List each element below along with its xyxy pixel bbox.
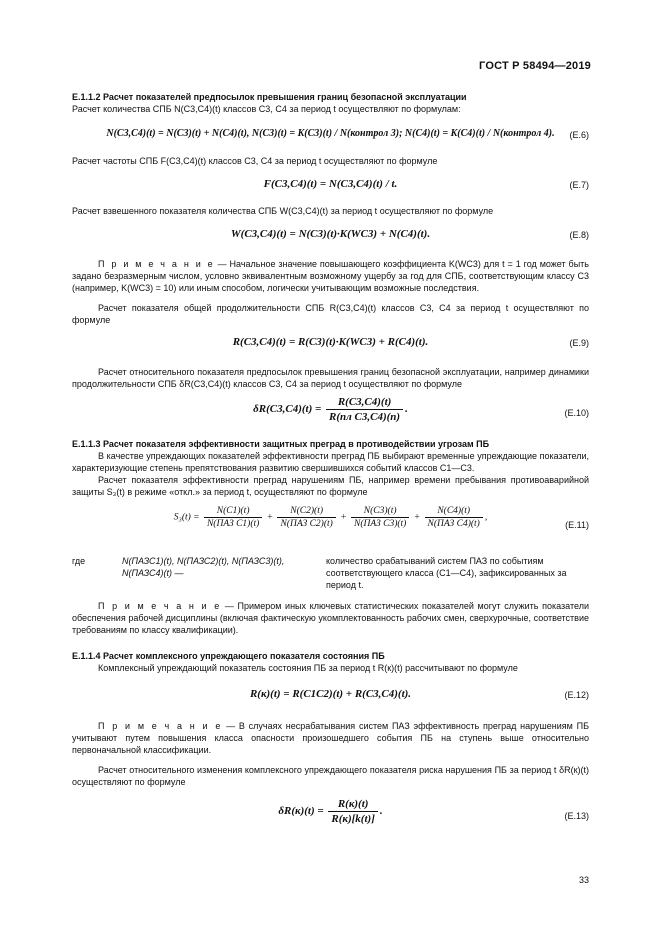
equation-e11	[72, 506, 589, 542]
section-heading-e114: Е.1.1.4 Расчет комплексного упреждающего показателя состояния ПБ	[72, 651, 385, 661]
paragraph: Расчет частоты СПБ F(C3,C4)(t) классов С3, С4 за период t осуществляют по формуле	[72, 156, 438, 166]
equation-number: (Е.7)	[569, 180, 589, 190]
formula: N(C3,C4)(t) = N(C3)(t) + N(C4)(t), N(C3)(t) = K(C3)(t) / N(контрол 3); N(C4)(t) = K(C4)(t) / N(контрол 4).	[106, 128, 555, 139]
numerator: N(C4)(t)	[425, 506, 483, 518]
where-terms: N(ПАЗС1)(t), N(ПАЗС2)(t), N(ПАЗС3)(t), N(ПАЗС4)(t) —	[122, 556, 285, 578]
formula-end: .	[379, 805, 383, 818]
formula	[72, 798, 589, 825]
paragraph: Расчет количества СПБ N(C3,C4)(t) классов С3, С4 за период t осуществляют по формулам:	[72, 104, 461, 114]
standard-header: ГОСТ Р 58494—2019	[479, 60, 591, 72]
equation-e9	[72, 332, 589, 356]
where-description: количество срабатываний систем ПАЗ по событиям соответствующего класса (С1—С4), зафиксированных за период t.	[326, 556, 567, 590]
formula-lhs: S₃(t) =	[173, 512, 200, 523]
formula: R(C3,C4)(t) = R(C3)(t)·K(WC3) + R(C4)(t).	[232, 336, 429, 348]
formula	[72, 506, 589, 529]
paragraph: Расчет взвешенного показателя количества СПБ W(C3,C4)(t) за период t осуществляют по формуле	[72, 206, 494, 216]
section-heading-e113: Е.1.1.3 Расчет показателя эффективности защитных преград в противодействии угрозам ПБ	[72, 439, 490, 449]
denominator: N(ПАЗ С3)(t)	[353, 519, 407, 529]
equation-e6	[72, 124, 589, 148]
note-text: — Примером иных ключевых статистических показателей могут служить показатели обеспечения рабочей дисциплины (включая фактическую укомплектованность рабочих смен, сверхурочные, соответствие требованиям по классу квалификации).	[72, 601, 590, 635]
equation-e10	[72, 396, 589, 428]
formula-end: .	[405, 403, 408, 416]
equation-number: (Е.10)	[564, 408, 589, 418]
note	[72, 720, 589, 756]
paragraph: Расчет показателя общей продолжительности СПБ R(C3,C4)(t) классов С3, С4 за период t осуществляют по формуле	[72, 303, 589, 325]
denominator: R(пл С3,С4)(n)	[329, 411, 401, 423]
numerator: N(C1)(t)	[204, 506, 262, 518]
formula-end: ,	[484, 512, 488, 523]
denominator: N(ПАЗ С2)(t)	[280, 519, 333, 529]
equation-number: (Е.13)	[564, 811, 589, 821]
fraction	[328, 798, 377, 825]
note-text: — Начальное значение повышающего коэффициента K(WC3) для t = 1 год может быть задано безразмерным числом, условно эквивалентным возможному ущербу за год для СПБ, соответствующим классу С3 (например, K(WC3) = 10) или иным способом, логически учитывающим возможные последствия.	[72, 259, 589, 293]
numerator: R(к)(t)	[328, 798, 377, 812]
note	[72, 258, 589, 294]
plus-sign: +	[266, 512, 274, 523]
numerator: N(C3)(t)	[351, 506, 409, 518]
denominator: R(к)[k(t)]	[331, 813, 375, 825]
fraction	[425, 506, 483, 529]
numerator: R(C3,C4)(t)	[326, 396, 403, 410]
note	[72, 600, 589, 636]
formula-lhs: δR(к)(t) =	[278, 805, 324, 818]
equation-e8	[72, 224, 589, 248]
note-text: — В случаях несрабатывания систем ПАЗ эффективность преград нарушениям ПБ учитывают путем повышения класса опасности произошедшего события ПБ на ступень выше относительно первоначальной классификации.	[72, 721, 589, 755]
page-number: 33	[578, 875, 589, 885]
fraction	[277, 506, 335, 529]
denominator: N(ПАЗ С1)(t)	[206, 519, 260, 529]
equation-number: (Е.11)	[565, 520, 589, 530]
equation-number: (Е.8)	[569, 230, 589, 240]
fraction	[326, 396, 403, 423]
equation-e7	[72, 174, 589, 198]
paragraph: Расчет относительного показателя предпосылок превышения границ безопасной эксплуатации, например динамики продолжительности СПБ δR(C3,C4)(t) классов С3, С4 за период t осуществляют по формуле	[72, 367, 589, 389]
where-label: где	[72, 556, 86, 566]
plus-sign: +	[340, 512, 347, 523]
equation-number: (Е.9)	[569, 338, 589, 348]
formula: W(C3,C4)(t) = N(C3)(t)·K(WC3) + N(C4)(t).	[230, 228, 431, 240]
paragraph: В качестве упреждающих показателей эффективности преград ПБ выбирают временные упреждающие показатели, характеризующие степень препятствования развитию свершившихся событий классов С1—С3.	[72, 451, 589, 473]
section-heading-e112: Е.1.1.2 Расчет показателей предпосылок превышения границ безопасной эксплуатации	[72, 92, 467, 102]
note-label: П р и м е ч а н и е	[98, 601, 222, 611]
equation-number: (Е.6)	[569, 130, 589, 140]
paragraph: Комплексный упреждающий показатель состояния ПБ за период t R(к)(t) рассчитывают по формуле	[98, 663, 518, 673]
plus-sign: +	[413, 512, 421, 523]
formula	[72, 396, 589, 423]
equation-e13	[72, 798, 589, 832]
fraction	[204, 506, 262, 529]
paragraph: Расчет относительного изменения комплексного упреждающего показателя риска нарушения ПБ за период t δR(к)(t) осуществляют по формуле	[72, 765, 589, 787]
paragraph: Расчет показателя эффективности преград нарушениям ПБ, например времени пребывания противоаварийной защиты S₃(t) в режиме «откл.» за период t, осуществляют по формуле	[72, 475, 589, 497]
denominator: N(ПАЗ С4)(t)	[427, 519, 480, 529]
note-label: П р и м е ч а н и е	[98, 721, 223, 731]
equation-e12	[72, 684, 589, 708]
numerator: N(C2)(t)	[277, 506, 335, 518]
formula: R(к)(t) = R(C1C2)(t) + R(C3,C4)(t).	[249, 688, 412, 700]
formula-lhs: δR(C3,C4)(t) =	[253, 403, 322, 416]
fraction	[351, 506, 409, 529]
note-label: П р и м е ч а н и е	[98, 259, 215, 269]
equation-number: (Е.12)	[564, 690, 589, 700]
formula: F(C3,C4)(t) = N(C3,C4)(t) / t.	[263, 178, 398, 190]
